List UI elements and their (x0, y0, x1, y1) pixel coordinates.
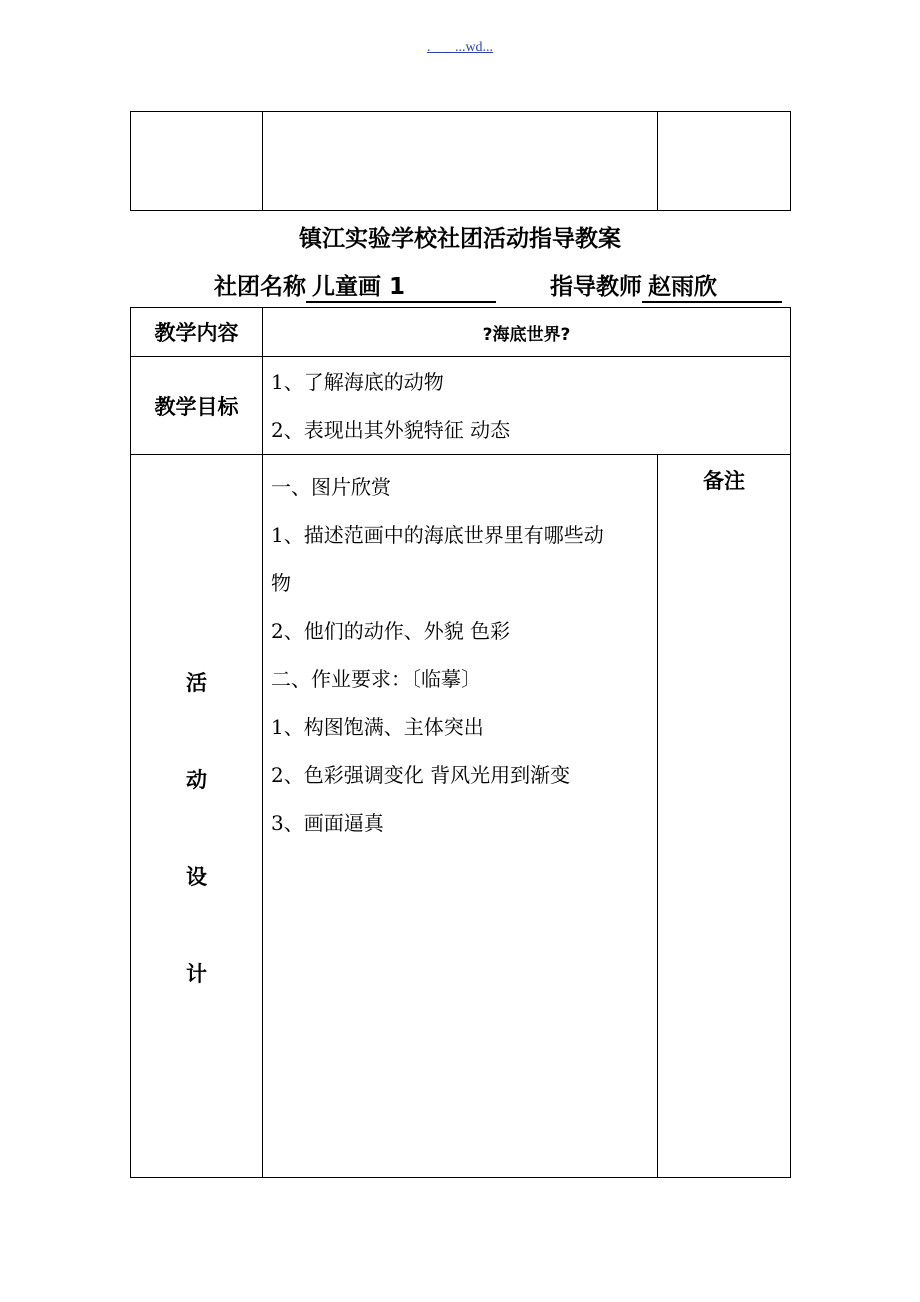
empty-cell (263, 112, 658, 211)
goal-label: 教学目标 (131, 357, 263, 455)
activity-line: 一、图片欣赏 (271, 475, 391, 499)
activity-design (263, 455, 658, 1178)
club-name-label: 社团名称 (214, 274, 306, 300)
activity-label-char: 活 (186, 671, 207, 695)
remark-label: 备注 (658, 455, 791, 1178)
activity-line: 1、描述范画中的海底世界里有哪些动 (271, 523, 604, 547)
activity-line: 3、画面逼真 (271, 811, 384, 835)
goal-list (263, 357, 791, 455)
activity-line: 物 (271, 571, 291, 595)
teacher-label: 指导教师 (550, 274, 643, 300)
empty-cell (131, 112, 263, 211)
activity-label-char: 设 (186, 865, 207, 889)
activity-label (131, 455, 263, 1178)
lesson-plan-table (130, 307, 791, 1178)
previous-page-table (130, 111, 791, 211)
header-link[interactable]: . _ _ ...wd... (426, 40, 494, 55)
activity-line: 二、作业要求：〔临摹〕 (271, 667, 481, 691)
activity-label-char: 动 (186, 768, 207, 792)
empty-cell (658, 112, 791, 211)
page-title: 镇江实验学校社团活动指导教案 (299, 226, 621, 252)
teacher-value: 赵雨欣 (642, 268, 782, 303)
content-value: ?海底世界? (263, 308, 791, 357)
content-label: 教学内容 (131, 308, 263, 357)
activity-line: 2、色彩强调变化 背风光用到渐变 (271, 763, 571, 787)
activity-line: 2、他们的动作、外貌 色彩 (271, 619, 511, 643)
activity-line: 1、构图饱满、主体突出 (271, 715, 484, 739)
goal-item: 1、了解海底的动物 (271, 369, 444, 394)
club-name-value: 儿童画 1 (306, 268, 496, 303)
activity-label-char: 计 (186, 962, 207, 986)
club-info-line (214, 268, 782, 303)
goal-item: 2、表现出其外貌特征 动态 (271, 417, 511, 442)
